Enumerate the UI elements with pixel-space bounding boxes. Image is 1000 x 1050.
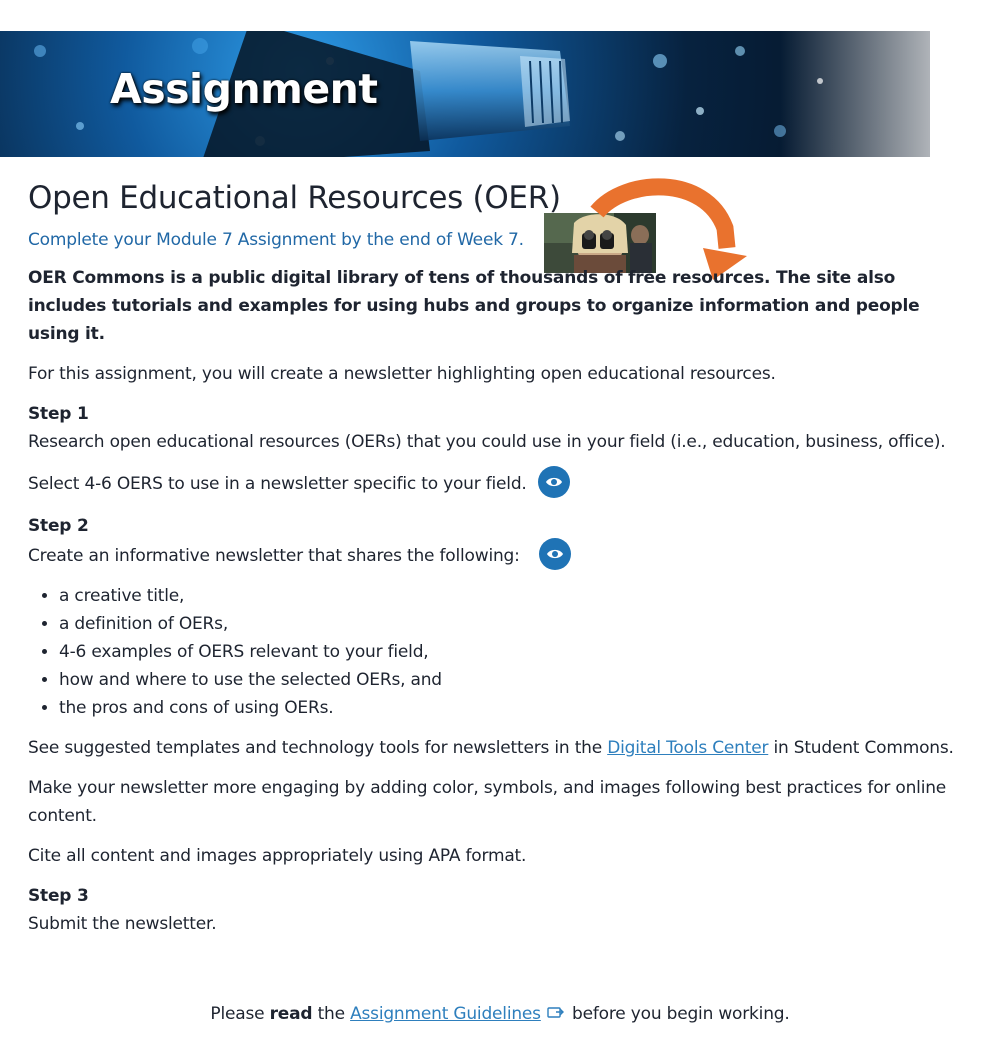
- step-2-title: Step 2: [28, 516, 89, 536]
- assignment-guidelines-link[interactable]: Assignment Guidelines: [350, 1004, 541, 1024]
- footer-text-after: before you begin working.: [566, 1004, 790, 1024]
- assignment-banner: [0, 31, 1000, 157]
- engaging-text: Make your newsletter more engaging by adding color, symbols, and images following best practices for online content.: [28, 778, 947, 826]
- assignment-content: [28, 170, 973, 950]
- due-date-text: Complete your Module 7 Assignment by the end of Week 7.: [28, 230, 524, 250]
- eye-icon: [545, 475, 563, 489]
- page-title: Open Educational Resources (OER): [28, 180, 561, 216]
- guidelines-footer: [0, 1000, 1000, 1028]
- step-3: [28, 882, 973, 938]
- step-3-title: Step 3: [28, 886, 89, 906]
- select-oers-paragraph: [28, 468, 973, 500]
- footer-bold-read: read: [269, 1004, 313, 1024]
- step-1-title: Step 1: [28, 404, 89, 424]
- intro-text: OER Commons is a public digital library of tens of thousands of free resources. The site also includes tutorials and examples for using hubs and groups to organize information and people using it.: [28, 268, 920, 344]
- step-1: [28, 400, 973, 456]
- templates-text-after: in Student Commons.: [768, 738, 954, 758]
- preview-button[interactable]: [538, 466, 570, 498]
- step-1-text: Research open educational resources (OERs) that you could use in your field (i.e., education, business, office).: [28, 432, 946, 452]
- banner-title: Assignment: [110, 65, 378, 113]
- footer-text-before: Please: [210, 1004, 270, 1024]
- footer-text-middle: the: [312, 1004, 351, 1024]
- list-item: • 4-6 examples of OERS relevant to your field,: [59, 638, 973, 666]
- step-3-text: Submit the newsletter.: [28, 914, 217, 934]
- list-item: • a definition of OERs,: [59, 610, 973, 638]
- step-2: [28, 512, 973, 572]
- assignment-description: For this assignment, you will create a newsletter highlighting open educational resources.: [28, 364, 776, 384]
- templates-text-before: See suggested templates and technology tools for newsletters in the: [28, 738, 608, 758]
- preview-button[interactable]: [539, 538, 571, 570]
- templates-paragraph: [28, 734, 973, 762]
- list-item: • a creative title,: [59, 582, 973, 610]
- select-oers-text: Select 4-6 OERS to use in a newsletter specific to your field.: [28, 474, 527, 494]
- newsletter-requirements-list: [28, 582, 973, 722]
- external-link-icon: [547, 1000, 565, 1028]
- digital-tools-center-link[interactable]: Digital Tools Center: [607, 738, 769, 758]
- step-2-text: Create an informative newsletter that shares the following:: [28, 546, 520, 566]
- list-item: • the pros and cons of using OERs.: [59, 694, 973, 722]
- cite-text: Cite all content and images appropriately using APA format.: [28, 846, 527, 866]
- list-item: • how and where to use the selected OERs, and: [59, 666, 973, 694]
- eye-icon: [546, 547, 564, 561]
